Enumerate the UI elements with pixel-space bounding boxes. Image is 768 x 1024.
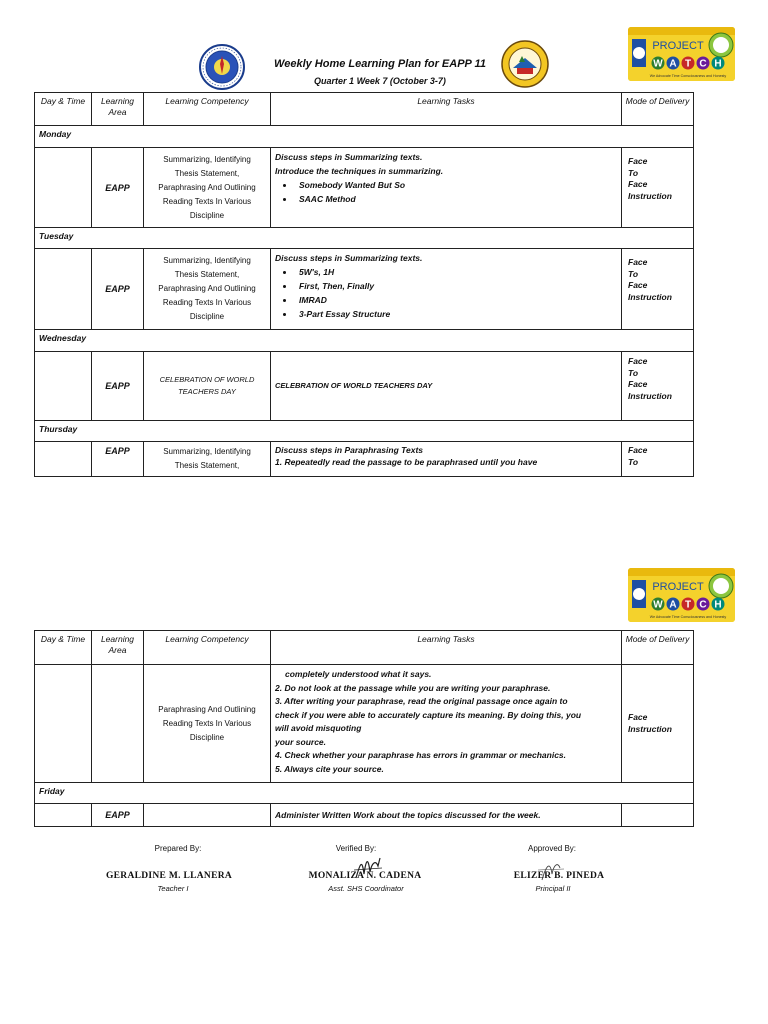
learning-area: EAPP: [92, 804, 144, 827]
day-row-thursday: [35, 421, 694, 442]
prepared-by-label: Prepared By:: [154, 844, 202, 853]
learning-competency: Summarizing, Identifying Thesis Statement, Paraphrasing And Outlining Reading Texts In Various Discipline: [144, 249, 271, 330]
col-header-day: Day & Time: [35, 631, 92, 665]
watch-letter: A: [669, 58, 677, 70]
time-cell: [35, 352, 92, 421]
col-header-competency: Learning Competency: [144, 93, 271, 126]
approved-by-name: ELIZER B. PINEDA: [513, 871, 605, 881]
mode-of-delivery: Face Instruction: [622, 665, 694, 783]
learning-area: EAPP: [92, 442, 144, 477]
school-seal-icon: [501, 40, 549, 88]
learning-tasks: Discuss steps in Summarizing texts. Introduce the techniques in summarizing. • Somebody Wanted But So • SAAC Method: [271, 148, 622, 228]
time-cell: [35, 249, 92, 330]
day-label: Friday: [35, 783, 694, 804]
learning-competency: Paraphrasing And Outlining Reading Texts In Various Discipline: [144, 665, 271, 783]
verified-by-name: MONALIZA N. CADENA: [308, 871, 422, 881]
list-item: • Somebody Wanted But So: [295, 178, 617, 192]
watch-tagline: We Advocate Time Consciousness and Honesty: [649, 615, 727, 619]
project-word: PROJECT: [652, 40, 704, 52]
col-header-tasks: Learning Tasks: [271, 93, 622, 126]
col-header-competency: Learning Competency: [144, 631, 271, 665]
list-item: • IMRAD: [295, 293, 617, 307]
watch-letter: H: [714, 599, 722, 611]
learning-tasks: completely understood what it says. 2. Do not look at the passage while you are writing your paraphrase. 3. After writing your paraphrase, read the original passage once again to check if you were able to accurately capture its meaning. By doing this, you will avoid misquoting your source. 4. Check whether your paraphrase has errors in grammar or mechanics. 5. Always cite your source.: [271, 665, 622, 783]
time-cell: [35, 665, 92, 783]
watch-letter: A: [669, 599, 677, 611]
learning-competency: CELEBRATION OF WORLD TEACHERS DAY: [144, 352, 271, 421]
mode-of-delivery: Face To: [622, 442, 694, 477]
mode-of-delivery: Face To Face Instruction: [622, 352, 694, 421]
col-header-area: Learning Area: [92, 631, 144, 665]
page-subtitle: Quarter 1 Week 7 (October 3-7): [314, 76, 446, 86]
day-label: Tuesday: [35, 228, 694, 249]
project-word: PROJECT: [652, 581, 704, 593]
verified-by-role: Asst. SHS Coordinator: [328, 884, 404, 893]
day-row-wednesday: [35, 330, 694, 352]
learning-competency: Summarizing, Identifying Thesis Statement, Paraphrasing And Outlining Reading Texts In Various Discipline: [144, 148, 271, 228]
learning-area: EAPP: [92, 352, 144, 421]
learning-area: [92, 665, 144, 783]
learning-area: EAPP: [92, 249, 144, 330]
learning-plan-table-page1: [34, 92, 694, 477]
watch-letter: C: [699, 599, 707, 611]
col-header-area: Learning Area: [92, 93, 144, 126]
mode-of-delivery: Face To Face Instruction: [622, 148, 694, 228]
time-cell: [35, 148, 92, 228]
prepared-by-name: GERALDINE M. LLANERA: [105, 871, 233, 881]
learning-competency: [144, 804, 271, 827]
day-row-tuesday: [35, 228, 694, 249]
time-cell: [35, 804, 92, 827]
table-header-row: [35, 631, 694, 665]
watch-letter: H: [714, 58, 722, 70]
list-item: • 5W's, 1H: [295, 265, 617, 279]
learning-area: EAPP: [92, 148, 144, 228]
list-item: • SAAC Method: [295, 192, 617, 206]
learning-plan-table-page2: [34, 630, 694, 827]
col-header-tasks: Learning Tasks: [271, 631, 622, 665]
day-row-monday: [35, 126, 694, 148]
col-header-mode: Mode of Delivery: [622, 631, 694, 665]
time-cell: [35, 442, 92, 477]
watch-letter: T: [684, 599, 692, 611]
learning-competency: Summarizing, Identifying Thesis Statement,: [144, 442, 271, 477]
mode-of-delivery: [622, 804, 694, 827]
list-item: • 3-Part Essay Structure: [295, 307, 617, 321]
watch-letter: W: [653, 58, 663, 70]
table-row: [35, 352, 694, 421]
project-watch-logo: [628, 568, 735, 622]
day-label: Monday: [35, 126, 694, 148]
table-header-row: [35, 93, 694, 126]
learning-tasks: CELEBRATION OF WORLD TEACHERS DAY: [271, 352, 622, 421]
watch-letter: C: [699, 58, 707, 70]
deped-seal-icon: [199, 44, 245, 90]
table-row: [35, 804, 694, 827]
table-row: [35, 249, 694, 330]
verified-by-label: Verified By:: [335, 844, 377, 853]
table-row: [35, 148, 694, 228]
learning-tasks: Discuss steps in Summarizing texts. • 5W's, 1H • First, Then, Finally • IMRAD • 3-Part Essay Structure: [271, 249, 622, 330]
col-header-mode: Mode of Delivery: [622, 93, 694, 126]
project-watch-logo: [628, 27, 735, 81]
day-label: Wednesday: [35, 330, 694, 352]
day-row-friday: [35, 783, 694, 804]
approved-by-label: Approved By:: [527, 844, 577, 853]
watch-letter: T: [684, 58, 692, 70]
day-label: Thursday: [35, 421, 694, 442]
watch-tagline: We Advocate Time Consciousness and Honesty: [649, 74, 727, 78]
mode-of-delivery: Face To Face Instruction: [622, 249, 694, 330]
table-row: [35, 665, 694, 783]
learning-tasks: Administer Written Work about the topics discussed for the week.: [271, 804, 622, 827]
learning-tasks: Discuss steps in Paraphrasing Texts 1. Repeatedly read the passage to be paraphrased until you have: [271, 442, 622, 477]
page-title: Weekly Home Learning Plan for EAPP 11: [274, 58, 486, 70]
list-item: • First, Then, Finally: [295, 279, 617, 293]
col-header-day: Day & Time: [35, 93, 92, 126]
table-row: [35, 442, 694, 477]
approved-by-role: Principal II: [535, 884, 571, 893]
prepared-by-role: Teacher I: [157, 884, 189, 893]
watch-letter: W: [653, 599, 663, 611]
